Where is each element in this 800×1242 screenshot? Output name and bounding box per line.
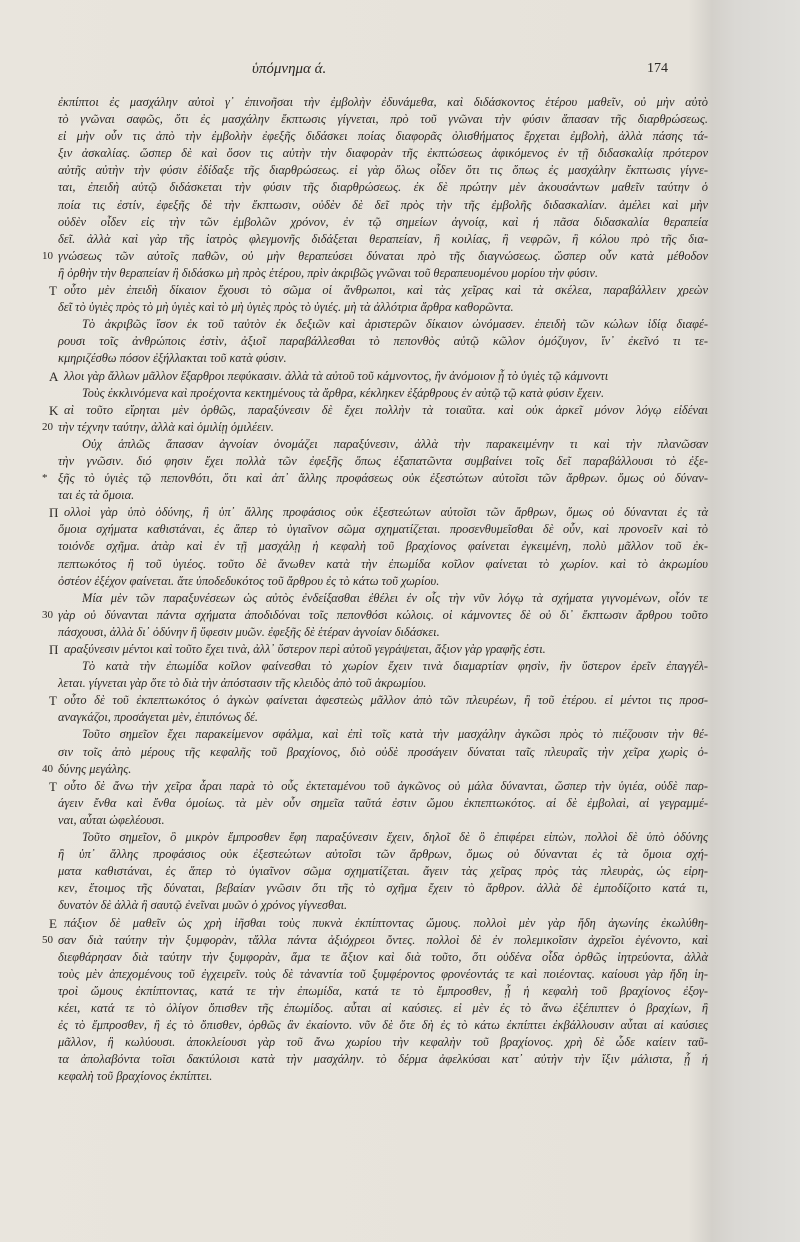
line-text: τὴν τέχνην ταύτην, ἀλλὰ καὶ ὁμιλίῃ ὁμιλέειν. (58, 419, 274, 434)
line-text: αναγκάζοι, προσάγεται μὲν, ἐπιπόνως δέ. (58, 710, 259, 725)
text-line (42, 179, 708, 196)
text-line (42, 812, 708, 829)
line-text: μᾶλλον, ἢ κωλύουσι. ἀποκλείουσι γὰρ τοῦ ἄνω χωρίου τὴν κεφαλὴν τοῦ βραχίονος. χρὴ δὲ ὧδε καίειν ταῦ- (58, 1035, 708, 1050)
line-text: ολλοὶ γὰρ ὑπὸ ὀδύνης, ἢ ὑπ᾿ ἄλλης προφάσιος οὐκ ἐξεστεώτων αὐτοῖσι τῶν ἄρθρων, ὅμως οὐ δύνανται ἐς τὰ (64, 505, 708, 520)
line-text: ἢ ὑπ᾿ ἄλλης προφάσιος οὐκ ἐξεστεώτων αὐτοῖσι τῶν ἄρθρων, ὅμως οὐ δύνανται ἐς τὰ ὅμοια σχή- (58, 847, 708, 862)
text-line (42, 504, 708, 521)
line-number: 30 (42, 608, 53, 621)
text-line (42, 590, 708, 607)
text-line (42, 846, 708, 863)
line-text: οὗτο μὲν ἐπειδὴ δίκαιον ἔχουσι τὸ σῶμα οἱ ἄνθρωποι, καὶ τὰς χεῖρας καὶ τὰ σκέλεα, παραβάλλειν χρεὼν (64, 283, 708, 298)
line-text: ναι, αὗται ὠφελέουσι. (58, 812, 165, 827)
text-line (42, 145, 708, 162)
line-text: λλοι γὰρ ἄλλων μᾶλλον ἔξαρθροι πεφύκασιν. ἀλλὰ τὰ αὐτοῦ τοῦ κάμνοντος, ἢν ἀνόμοιον ᾖ τὸ ὑγιὲς τῷ κάμνοντι (64, 368, 609, 383)
line-text: δύνης μεγάλης. (58, 761, 132, 776)
lemma-initial: Τ (49, 283, 57, 299)
lemma-paragraph (42, 692, 708, 726)
text-line (42, 915, 708, 932)
text-line (42, 385, 708, 402)
line-text: οὐδὲν οἶδεν εἰς τὴν τῶν ἐμβολῶν χρόνον, ἐν τῷ σημείων ἀγνοίᾳ, καὶ ἡ πᾶσα διδασκαλία θεραπεία (58, 214, 708, 229)
line-text: ἐκπίπτοι ἐς μασχάλην αὐτοὶ γ᾿ ἐπινοῆσαι τὴν ἐμβολὴν ἐδυνάμεθα, καὶ διδάσκοντος ἑτέρου μαθεῖν, οὐ μὴν αὐτὸ (58, 95, 708, 109)
line-text: λεται. γίγνεται γὰρ ὅτε τὸ διὰ τὴν ἀπόστασιν τῆς κλειδὸς ἀπὸ τοῦ ἀκρωμίου. (58, 676, 427, 691)
text-line (42, 880, 708, 897)
lemma-initial: Ε (49, 915, 57, 931)
text-line (42, 1000, 708, 1017)
line-number: 40 (42, 762, 53, 775)
text-line (42, 419, 708, 436)
commentary-paragraph (42, 658, 708, 692)
lemma-paragraph (42, 915, 708, 1086)
text-line (42, 453, 708, 470)
text-block (42, 94, 708, 1085)
lemma-initial: Κ (49, 402, 59, 418)
text-line (42, 350, 708, 367)
line-text: τὸ γνῶναι σαφῶς, ὅτι ἐς μασχάλην ἔκπτωσις γίγνεται, πρὸ τοῦ γνῶναι τὴν φύσιν ἅπασαν τῆς διαρθρώσεως. (58, 112, 708, 127)
commentary-paragraph (42, 385, 708, 402)
line-text: Τοῦτο σημεῖον ἔχει παρακείμενον σφάλμα, καὶ ἐπὶ τοῖς κατὰ τὴν μασχάλην ἀγκῶσι πρὸς τὸ πιέζουσιν τὴν θέ- (82, 727, 708, 742)
lemma-initial: Π (49, 642, 59, 657)
line-text: σιν τοῖς ἀπὸ μέρους τῆς κεφαλῆς τοῦ βραχίονος, διὸ οὐδὲ προσάγειν δύναται ταῖς πλευραῖς τὴν χεῖρα χωρὶς ὀ- (58, 744, 708, 759)
commentary-paragraph (42, 316, 708, 367)
margin-mark: * (42, 472, 48, 485)
text-line (42, 556, 708, 573)
line-text: πάξιον δὲ μαθεῖν ὡς χρὴ ἰῆσθαι τοὺς πυκνὰ ἐκπίπτοντας ὤμους. πολλοὶ μὲν γὰρ ἤδη ἀγωνίης ἐκωλύθη- (64, 915, 708, 930)
text-line (42, 1017, 708, 1034)
text-line (42, 658, 708, 675)
lemma-paragraph (42, 282, 708, 316)
text-line (42, 368, 708, 385)
line-text: Τὸ ἀκριβῶς ἴσον ἐκ τοῦ ταὐτὸν ἐκ δεξιῶν καὶ ἀριστερῶν δίκαιον ὠνόμασεν. ἐπειδὴ τῶν κώλων ἰδίᾳ διαφέ- (82, 317, 708, 332)
line-text: πάσχουσι, ἀλλὰ δι᾿ ὀδύνην ἢ ὕφεσιν μυῶν. ἐφεξῆς δὲ ἑτέραν ἀγνοίαν διδάσκει. (58, 624, 440, 639)
lemma-initial: Α (49, 368, 59, 384)
line-text: γὰρ οὐ δύνανται πάντα σχήματα ἀποδιδόναι τοῖς πεπονθόσι κώλοις. οἱ κάμνοντες δὲ οὐ δι᾿ ἔκπτωσιν ἄρθρου τοῦτο (58, 607, 708, 622)
line-text: ματα καθιστάναι, ἐς ἅπερ τὸ ὑγιαῖνον σῶμα σχηματίζεται. ἄγειν τὰς χεῖρας πρὸς τὰς πλευρὰς, ὡς εἰρη- (58, 864, 708, 879)
line-text: εἰ μὴν οὖν τις ἀπὸ τὴν ἐμβολὴν ἐφεξῆς διδάσκει ποίας διαφορᾶς ὀλισθήματος ἔρχεται ἐμβολὴ, ἀλλὰ πάσης τά- (58, 129, 708, 144)
text-line (42, 726, 708, 743)
text-line (42, 521, 708, 538)
text-line (42, 470, 708, 487)
line-text: αὶ τοῦτο εἴρηται μὲν ὀρθῶς, παραξύνεσιν δὲ ἔχει πολλὴν τὰ τοιαῦτα. καὶ οὐκ ἀρκεῖ μόνον λόγῳ εἰδέναι (64, 402, 708, 417)
text-line (42, 111, 708, 128)
line-text: Τὸ κατὰ τὴν ἐπωμίδα κοῖλον φαίνεσθαι τὸ χωρίον ἔχειν τινὰ διαμαρτίαν φησὶν, ἣν ὕστερον ἐρεῖν ἐπαγγέλ- (82, 659, 708, 674)
commentary-paragraph (42, 436, 708, 504)
line-text: σαν διὰ ταύτην τὴν ξυμφορὰν, τἄλλα πάντα ἀξιόχρεοι ὄντες. πολλοὶ δὲ ἐν πολεμικοῖσιν ἀχρεῖοι ἐγένοντο, καὶ (58, 932, 708, 947)
text-line (42, 162, 708, 179)
line-text: οὗτο δὲ τοῦ ἐκπεπτωκότος ὁ ἀγκὼν φαίνεται ἀφεστεὼς μᾶλλον ἀπὸ τῶν πλευρέων, ἢ τοῦ ἑτέρου. εἰ μέντοι τις προσ- (64, 693, 708, 708)
line-text: οὗτο δὲ ἄνω τὴν χεῖρα ἆραι παρὰ τὸ οὖς ἐκτεταμένου τοῦ ἀγκῶνος οὐ μάλα δύνανται, ὥσπερ τὴν ὑγιέα, οὐδὲ παρ- (64, 778, 708, 793)
line-text: αραξύνεσιν μέντοι καὶ τοῦτο ἔχει τινὰ, ἀλλ᾿ ὕστερον περὶ αὐτοῦ γεγράψεται, ἄξιον γὰρ γραφῆς ἐστι. (64, 642, 546, 656)
line-text: κεφαλὴ τοῦ βραχίονος ἐκπίπτει. (58, 1069, 213, 1084)
lemma-paragraph (42, 368, 708, 385)
line-text: κεν, ἕτοιμος τῆς δύναται, βεβαίαν γνῶσιν ὅτι τῆς τὸ σχῆμα ἔχειν τὸ ἄρθρον. ἀλλὰ δὲ ἐμποδίζοιτο κατά τι, (58, 881, 708, 896)
text-line (42, 214, 708, 231)
line-text: τοιόνδε σχῆμα. ἀτὰρ καὶ ἐν τῇ μασχάλῃ ἡ κεφαλὴ τοῦ βραχίονος φαίνεται ἐγκειμένη, πολὺ μᾶλλον τοῦ ἐκ- (58, 539, 708, 554)
text-line (42, 863, 708, 880)
text-line (42, 932, 708, 949)
text-line (42, 761, 708, 778)
text-line (42, 675, 708, 692)
text-line (42, 624, 708, 641)
commentary-paragraph (42, 94, 708, 282)
text-line (42, 316, 708, 333)
lemma-initial: Τ (49, 693, 57, 709)
line-text: δυνατὸν δὲ ἀλλὰ ἢ σαυτῷ ἐνεῖναι μυῶν ὁ χρόνος γίγνεσθαι. (58, 898, 348, 913)
line-text: ἐς τὸ ἔμπροσθεν, ἢ ἐς τὸ ὄπισθεν, ὀρθῶς ἂν ἐκαίοντο. νῦν δὲ ὅτε δὴ ἐς τὸ κάτω ἐκπίπτει ἐκβάλλουσιν αὗται αἱ καύσιες (58, 1018, 708, 1033)
line-text: ὀστέον ἐξέχον φαίνεται. ἅτε ὑποδεδυκότος τοῦ ἄρθρου ἐς τὸ κάτω τοῦ χωρίου. (58, 573, 440, 588)
line-text: Μία μὲν τῶν παραξυνέσεων ὡς αὐτὸς ἐνδείξασθαι ἐθέλει ἐν οἷς τὴν νῦν λόγῳ τὰ σχήματα γιγνομένων, οἷόν τε (82, 590, 708, 605)
line-number: 20 (42, 420, 53, 433)
commentary-paragraph (42, 829, 708, 914)
commentary-paragraph (42, 590, 708, 641)
line-text: ται, ἐπειδὴ αὐτῷ διδάσκεται τὴν φύσιν τῆς διαρθρώσεως. ἐκ δὲ πρώτην μὲν ἀκουσάντων μαθεῖν ταύτην ὁ (58, 180, 708, 195)
line-text: ται ἐς τὰ ὅμοια. (58, 488, 135, 503)
line-text: ρουσι τοῖς ἀνθρώποις ἐστὶν, ἀξιοῖ παραβάλλεσθαι τὸ πεπονθὸς αὐτῷ κῶλον ὁμόζυγον, ἵν᾿ ἐκεῖνό τι τε- (58, 334, 708, 349)
text-line (42, 1068, 708, 1085)
line-text: τοὺς μὲν ἀπεχομένους τοῦ ἐγχειρεῖν. τοὺς δὲ τἀναντία τοῦ ξυμφέροντος φρονέοντάς τε καὶ ποιέοντας. καίουσι γὰρ ἤδη ἰη- (58, 966, 708, 981)
text-line (42, 709, 708, 726)
lemma-paragraph (42, 641, 708, 658)
line-text: άγειν ἔνθα καὶ ἔνθα ὁμοίως. τὰ μὲν οὖν σημεῖα ταῦτά ἐστιν ὤμου ἐκπεπτωκότος. αἱ δὲ ἐμβολαὶ, αἱ γεγραμμέ- (58, 795, 708, 810)
line-text: κέει, κατά τε τὸ ὀλίγον ὄπισθεν τῆς ἐπωμίδος. αὗται αἱ καύσιες. εἰ μὲν ἐς τὸ ἄνω ἐξέπιπτεν ὁ βραχίων, ἢ (58, 1000, 708, 1015)
text-line (42, 231, 708, 248)
text-line (42, 966, 708, 983)
text-line (42, 402, 708, 419)
line-text: γνώσεως τῶν αὐτοῖς παθῶν, οὐ μὴν θεραπεύσει δύναται πρὸ τῆς διαγνώσεως. ὥσπερ οὖν κατὰ μέθοδον (58, 248, 708, 263)
text-line (42, 265, 708, 282)
text-line (42, 949, 708, 966)
running-head: ὑπόμνημα ά. (252, 61, 327, 77)
text-line (42, 778, 708, 795)
line-text: τὴν γνῶσιν. διό φησιν ἔχει πολλὰ τῶν ἐφεξῆς ὅπως ἐξαπατῶντα συμβαίνει τοῖς δεῖ παραβάλλουσι τὸ ἐξε- (58, 453, 708, 468)
text-line (42, 829, 708, 846)
text-line (42, 795, 708, 812)
lemma-paragraph (42, 504, 708, 589)
text-line (42, 197, 708, 214)
text-line (42, 94, 708, 111)
lemma-paragraph (42, 778, 708, 829)
line-text: δεῖ τὸ ὑγιὲς πρὸς τὸ μὴ ὑγιὲς καὶ τὸ μὴ ὑγιὲς πρὸς τὸ ὑγιές. μὴ τὰ ἀλλότρια ἄρθρα καθορῶντα. (58, 300, 514, 315)
text-line (42, 1034, 708, 1051)
text-line (42, 248, 708, 265)
text-line (42, 282, 708, 299)
text-line (42, 436, 708, 453)
line-text: ξιν ἀσκαλίας. ὥσπερ δὲ καὶ ὅσον τις αὐτὴν τὴν διαφορὰν τῆς ἐκπτώσεως ἀφικόμενος ἐν τῇ διδασκαλίᾳ πρότερον (58, 146, 708, 161)
line-text: πεπτωκότος ἢ τοῦ ὑγιέος. τοῦτο δὲ ἄνωθεν κατὰ τὴν ἐπωμίδα κοῖλον φαίνεται τὸ χωρίον. καὶ τὸ ἀκρωμίου (58, 556, 708, 571)
text-line (42, 983, 708, 1000)
text-line (42, 897, 708, 914)
line-text: Τοὺς ἐκκλινόμενα καὶ προέχοντα κεκτημένους τὰ ἄρθρα, κέκληκεν ἐξάρθρους ἐν αὐτῷ τῷ κατὰ φύσιν ἔχειν. (82, 385, 605, 400)
line-text: κμηριζέσθω πόσον ἐξήλλακται τοῦ κατὰ φύσιν. (58, 351, 287, 366)
text-line (42, 641, 708, 658)
text-line (42, 692, 708, 709)
lemma-initial: Τ (49, 778, 57, 794)
lemma-paragraph (42, 402, 708, 436)
line-text: δεῖ. ἀλλὰ καὶ γὰρ τῆς ἰατρὸς φλεγμονῆς διδάξεται θεραπείαν, ἢ κοιλίας, ἢ νεφρῶν, ἢ κόλου πρὸ τῆς δια- (58, 231, 708, 246)
text-line (42, 299, 708, 316)
line-text: ποία τις ἐστίν, ἐφεξῆς δὲ τὴν ἔκπτωσιν, οὐδὲν δὲ δεῖ πρὸς τὴν τῆς ἐμβολῆς διδασκαλίαν. ἀμέλει καὶ μὴν (58, 197, 708, 212)
text-line (42, 573, 708, 590)
text-line (42, 487, 708, 504)
text-line (42, 1051, 708, 1068)
line-text: Οὐχ ἁπλῶς ἅπασαν ἀγνοίαν ὀνομάζει παραξύνεσιν, ἀλλὰ τὴν παρακειμένην τι καὶ τὴν πλανῶσαν (82, 436, 708, 451)
text-line (42, 333, 708, 350)
text-line (42, 538, 708, 555)
page-number: 174 (647, 61, 668, 76)
text-line (42, 744, 708, 761)
line-text: ὅμοια σχήματα καθιστάναι, ἐς ἅπερ τὸ ὑγιαῖνον σῶμα σχηματίζεται. προσενθυμεῖσθαι δὲ οὖν, καὶ προνοεῖν καὶ τὸ (58, 522, 708, 537)
text-line (42, 128, 708, 145)
line-text: αὐτῆς αὐτὴν τὴν φύσιν ἐδίδαξε τῆς διαρθρώσεως. εἰ γὰρ ὅλως οἶδεν ὅτι τις ὅπως ἐς μασχάλην ἔκπτωσις γίγνε- (58, 163, 708, 178)
line-text: ξῆς τὸ ὑγιὲς τῷ πεπονθότι, ὅτι καὶ ἀπ᾿ ἄλλης προφάσεως οὐκ ἐξεστώτων αὐτοῖσι τῶν ἄρθρων. ὅμως οὐ δύναν- (58, 471, 708, 486)
line-number: 50 (42, 933, 53, 946)
line-text: διεφθάρησαν διὰ ταύτην τὴν ξυμφορὰν, ἅμα τε ἄξιον καὶ διὰ τοῦτο, ὅτι οὐδένα οἶδα ὀρθῶς ἰητρεύοντα, ἀλλὰ (58, 949, 708, 964)
line-text: ἢ ὀρθὴν τὴν θεραπείαν ἢ διδάσκω μὴ πρὸς ἑτέρου, πρὶν ἀκριβῶς γνῶναι τοῦ θεραπευομένου μορίου τὴν φύσιν. (58, 265, 599, 280)
lemma-initial: Π (49, 505, 59, 521)
line-text: Τοῦτο σημεῖον, ὃ μικρὸν ἔμπροσθεν ἔφη παραξύνεσιν ἔχειν, δηλοῖ δὲ ὃ ἐπιφέρει εἰπὼν, πολλοὶ δὲ ὑπὸ ὀδύνης (82, 830, 708, 845)
line-text: τροὶ ὤμους ἐκπίπτοντας, κατά τε τὴν ἐπωμίδα, κατά τε τὸ ἔμπροσθεν, ᾗ ἡ κεφαλὴ τοῦ βραχίονος ἐξογ- (58, 983, 708, 998)
commentary-paragraph (42, 726, 708, 777)
text-line (42, 607, 708, 624)
line-text: τα ἀπολαβόντα τοῖσι δακτύλοισι κατὰ τὴν μασχάλην. τὸ δέρμα ἀφελκύσαι κατ᾿ αὐτὴν τὴν ἴξιν μάλιστα, ᾗ ἡ (58, 1052, 708, 1067)
line-number: 10 (42, 249, 53, 262)
